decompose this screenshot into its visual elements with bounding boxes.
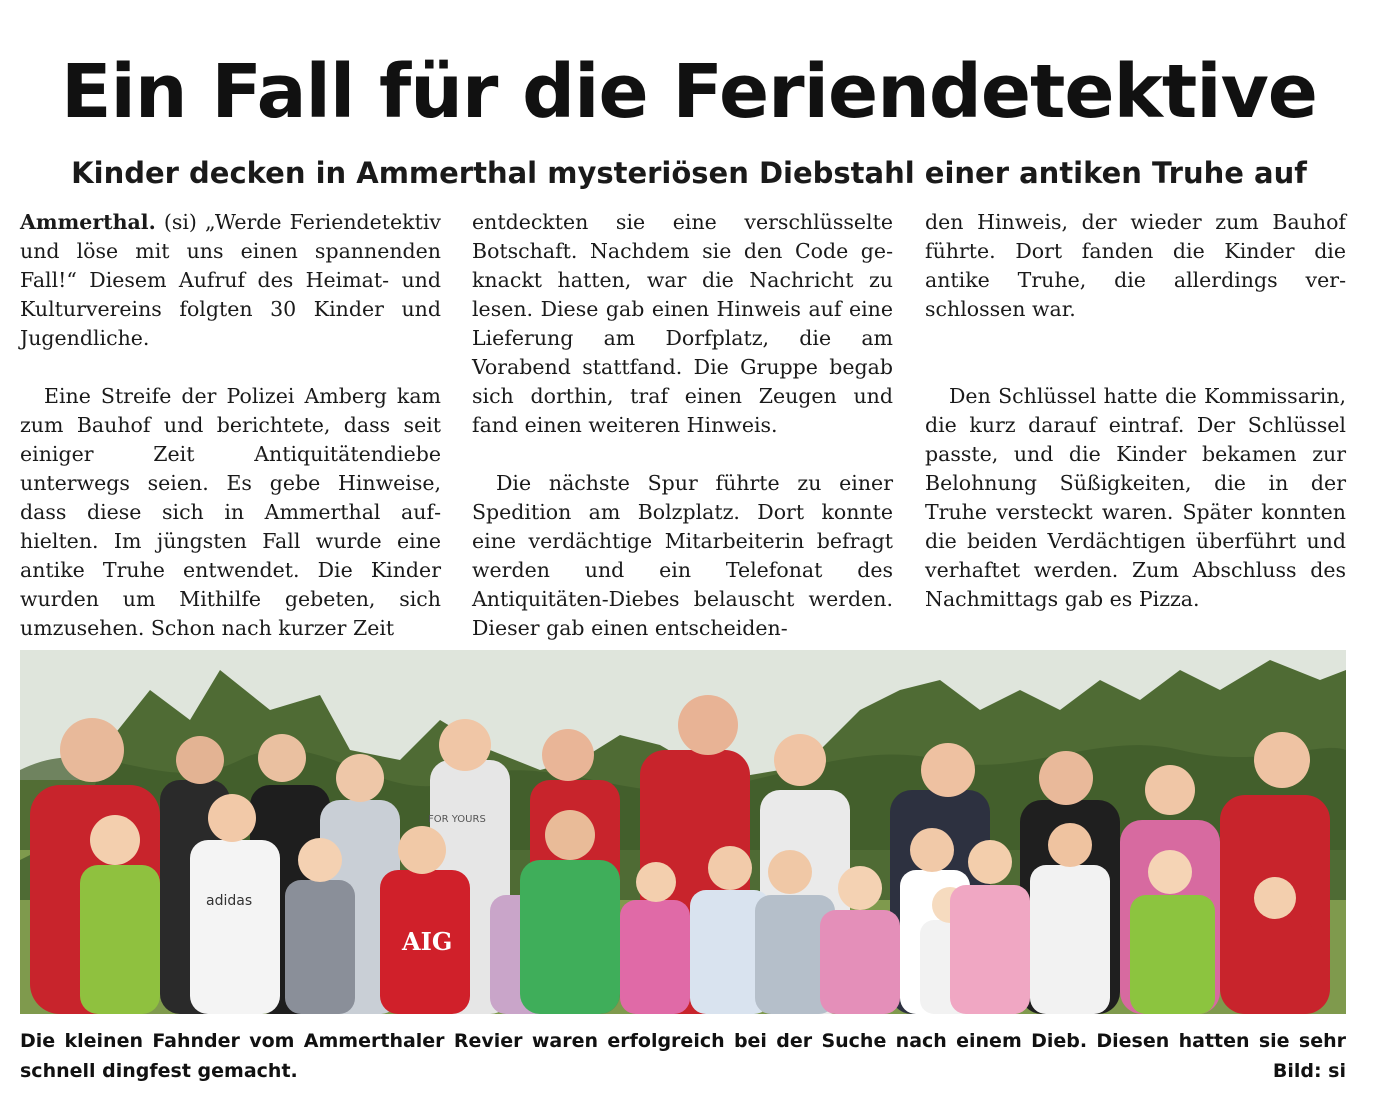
face xyxy=(439,719,491,771)
photo-credit: Bild: si xyxy=(1272,1060,1346,1082)
face xyxy=(774,734,826,786)
shirt-text: adidas xyxy=(206,893,253,909)
face xyxy=(768,850,812,894)
face xyxy=(1148,850,1192,894)
child-green-shirt xyxy=(80,865,160,1014)
dateline: Ammerthal. xyxy=(20,210,156,234)
face xyxy=(336,754,384,802)
face xyxy=(298,838,342,882)
face xyxy=(1254,877,1296,919)
face xyxy=(838,866,882,910)
child-white-shirt xyxy=(190,840,280,1014)
face xyxy=(545,810,595,860)
face xyxy=(1145,765,1195,815)
face xyxy=(636,862,676,902)
face xyxy=(921,743,975,797)
face xyxy=(208,794,256,842)
face xyxy=(258,734,306,782)
paragraph: Den Schlüssel hatte die Kommissarin, die kurz darauf eintraf. Der Schlüssel passte, und die Kinder bekamen zur Belohnung Süßigkeiten, die in der Truhe versteckt waren. Später konnten die beiden Verdächtigen überführt und verhaftet werden. Zum Abschluss des Nachmittags gab es Pizza. xyxy=(925,384,1346,611)
child-pink-shirt xyxy=(820,910,900,1014)
photo-caption: Die kleinen Fahnder vom Ammerthaler Revier waren erfolgreich bei der Suche nach einem Dieb. Diesen hatten sie sehr schnell dingfest gemacht. xyxy=(20,1030,1346,1082)
face xyxy=(968,840,1012,884)
paragraph xyxy=(20,208,441,353)
face xyxy=(60,718,124,782)
article-column-2 xyxy=(472,208,893,643)
child-red-shirt xyxy=(1235,920,1315,1014)
paragraph-text: (si) „Werde Feriendetektiv und löse mit uns einen spannenden Fall!“ Diesem Aufruf des Heimat- und Kulturvereins folgten 30 Kinder und Jugendliche. xyxy=(20,210,441,350)
child-green-shirt xyxy=(520,860,620,1014)
shirt-text: AIG xyxy=(402,927,453,956)
face xyxy=(1039,751,1093,805)
face xyxy=(910,828,954,872)
child xyxy=(1030,865,1110,1014)
child-pink-shirt xyxy=(950,885,1030,1014)
paragraph: entdeckten sie eine verschlüsselte Botschaft. Nachdem sie den Code geknackt hatten, war die Nachricht zu lesen. Diese gab einen Hinweis auf eine Lieferung am Dorfplatz, die am Vorabend stattfand. Die Gruppe begab sich dorthin, traf einen Zeugen und fand einen weiteren Hinweis. xyxy=(472,210,893,437)
face xyxy=(708,846,752,890)
child-pink-shirt xyxy=(620,900,690,1014)
face xyxy=(1254,732,1310,788)
group-photo xyxy=(20,650,1346,1014)
headline: Ein Fall für die Feriendetektive xyxy=(61,49,1317,135)
paragraph: Eine Streife der Polizei Amberg kam zum Bauhof und berichtete, dass seit einiger Zeit Antiquitätendiebe unterwegs seien. Es gebe Hinweise, dass diese sich in Ammerthal aufhielten. Im jüngsten Fall wurde eine antike Truhe entwendet. Die Kinder wurden um Mithilfe gebeten, sich umzusehen. Schon nach kurzer Zeit xyxy=(20,384,441,640)
paragraph: den Hinweis, der wieder zum Bauhof führte. Dort fanden die Kinder die antike Truhe, die allerdings verschlossen war. xyxy=(925,210,1346,321)
face xyxy=(398,826,446,874)
child-grey-shirt xyxy=(285,880,355,1014)
face xyxy=(90,815,140,865)
article-column-1 xyxy=(20,208,441,643)
group-photo-illustration xyxy=(20,650,1346,1014)
face xyxy=(542,729,594,781)
face xyxy=(678,695,738,755)
article-column-3 xyxy=(925,208,1346,614)
paragraph: Die nächste Spur führte zu einer Spedition am Bolzplatz. Dort konnte eine verdächtige Mitarbeiterin befragt werden und ein Telefonat des Antiquitäten-Diebes belauscht werden. Dieser gab einen entscheiden- xyxy=(472,471,893,640)
face xyxy=(1048,823,1092,867)
child-green-shirt xyxy=(1130,895,1215,1014)
subheadline: Kinder decken in Ammerthal mysteriösen Diebstahl einer antiken Truhe auf xyxy=(71,156,1307,190)
face xyxy=(176,736,224,784)
shirt-text: FOR YOURS xyxy=(428,814,486,825)
